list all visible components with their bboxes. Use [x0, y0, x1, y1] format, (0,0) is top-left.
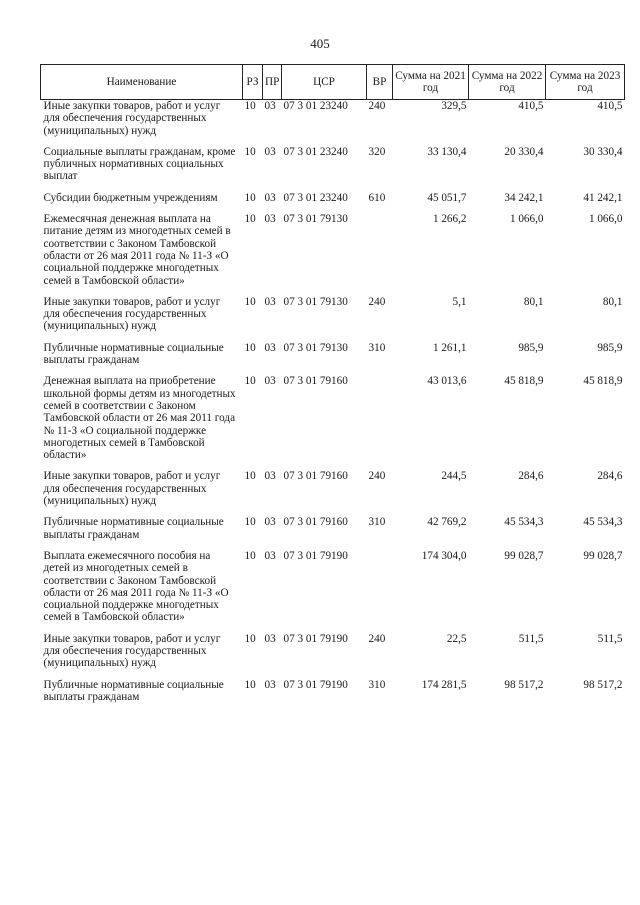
cell-pr: 03 [264, 295, 276, 308]
cell-pr: 03 [264, 213, 276, 226]
cell-rz: 10 [244, 549, 256, 562]
cell-name: Публичные нормативные социальные выплаты гражданам [43, 678, 224, 703]
page-number: 405 [310, 36, 330, 51]
cell-csr: 07 3 01 79160 [283, 516, 348, 529]
cell-pr: 03 [264, 145, 276, 158]
budget-table [40, 64, 625, 712]
cell-sum-2021: 244,5 [441, 470, 467, 483]
cell-sum-2022: 99 028,7 [504, 549, 544, 562]
table-row [41, 342, 625, 376]
cell-name: Денежная выплата на приобретение школьной формы детям из многодетных семей в соответствии с Законом Тамбовской области от 26 мая 2011 года № 11-З «О социальной поддержке многодетных семей в Тамбовской области» [43, 375, 236, 462]
header-row [41, 65, 625, 100]
cell-sum-2023: 80,1 [602, 295, 623, 308]
cell-csr: 07 3 01 23240 [283, 100, 348, 112]
cell-rz: 10 [244, 341, 256, 354]
cell-name: Иные закупки товаров, работ и услуг для обеспечения государственных (муниципальных) нужд [43, 470, 221, 508]
cell-name: Публичные нормативные социальные выплаты гражданам [43, 516, 224, 541]
cell-rz: 10 [244, 375, 256, 388]
cell-csr: 07 3 01 79130 [283, 295, 348, 308]
cell-name: Выплата ежемесячного пособия на детей из многодетных семей в соответствии с Законом Тамбовской области от 26 мая 2011 года № 11-З «О социальной поддержке многодетных семей в Тамбовской области» [43, 549, 229, 624]
table-row [41, 516, 625, 550]
table-body [41, 100, 625, 713]
cell-name: Иные закупки товаров, работ и услуг для обеспечения государственных (муниципальных) нужд [43, 295, 221, 333]
cell-vr: 240 [368, 632, 386, 645]
cell-sum-2021: 174 304,0 [421, 549, 467, 562]
table-row [41, 679, 625, 713]
cell-sum-2021: 5,1 [452, 295, 467, 308]
cell-vr: 310 [368, 678, 386, 691]
header-rz: РЗ [243, 65, 263, 100]
cell-rz: 10 [244, 145, 256, 158]
cell-sum-2023: 99 028,7 [583, 549, 623, 562]
cell-pr: 03 [264, 470, 276, 483]
cell-sum-2021: 42 769,2 [427, 516, 467, 529]
cell-sum-2022: 284,6 [518, 470, 544, 483]
cell-vr: 240 [368, 295, 386, 308]
cell-sum-2021: 33 130,4 [427, 145, 467, 158]
table-row [41, 213, 625, 296]
cell-rz: 10 [244, 213, 256, 226]
cell-rz: 10 [244, 632, 256, 645]
cell-sum-2023: 45 818,9 [583, 375, 623, 388]
cell-sum-2022: 20 330,4 [504, 145, 544, 158]
cell-csr: 07 3 01 23240 [283, 145, 348, 158]
table-row [41, 375, 625, 470]
cell-vr [367, 550, 393, 633]
cell-rz: 10 [244, 516, 256, 529]
table-row [41, 192, 625, 213]
cell-sum-2021: 174 281,5 [421, 678, 467, 691]
cell-sum-2021: 45 051,7 [427, 191, 467, 204]
cell-vr [367, 213, 393, 296]
header-vr: ВР [367, 65, 393, 100]
cell-vr: 240 [368, 470, 386, 483]
header-sum-2021: Сумма на 2021 год [393, 65, 469, 100]
cell-pr: 03 [264, 341, 276, 354]
cell-sum-2022: 98 517,2 [504, 678, 544, 691]
table-row [41, 470, 625, 516]
cell-sum-2021: 1 266,2 [432, 213, 467, 226]
cell-sum-2022: 410,5 [518, 100, 544, 112]
cell-csr: 07 3 01 79190 [283, 678, 348, 691]
cell-rz: 10 [244, 678, 256, 691]
cell-sum-2023: 30 330,4 [583, 145, 623, 158]
cell-sum-2022: 45 818,9 [504, 375, 544, 388]
cell-pr: 03 [264, 632, 276, 645]
cell-sum-2023: 45 534,3 [583, 516, 623, 529]
cell-name: Ежемесячная денежная выплата на питание детям из многодетных семей в соответствии с Законом Тамбовской области от 26 мая 2011 года № 11-З «О социальной поддержке многодетных семей в Тамбовской области» [43, 213, 231, 287]
cell-vr: 320 [368, 145, 386, 158]
cell-vr: 240 [368, 100, 386, 112]
cell-csr: 07 3 01 23240 [283, 191, 348, 204]
cell-vr [367, 375, 393, 470]
table-header [41, 65, 625, 100]
cell-sum-2022: 45 534,3 [504, 516, 544, 529]
cell-vr: 310 [368, 341, 386, 354]
header-name: Наименование [41, 65, 243, 100]
table-row [41, 633, 625, 679]
cell-rz: 10 [244, 100, 256, 112]
cell-sum-2023: 985,9 [597, 341, 623, 354]
header-sum-2022: Сумма на 2022 год [469, 65, 546, 100]
cell-name: Социальные выплаты гражданам, кроме публичных нормативных социальных выплат [43, 145, 236, 183]
table-row [41, 296, 625, 342]
cell-sum-2022: 1 066,0 [509, 213, 544, 226]
table-row [41, 550, 625, 633]
cell-sum-2023: 511,5 [597, 632, 623, 645]
cell-name: Иные закупки товаров, работ и услуг для обеспечения государственных (муниципальных) нужд [43, 632, 221, 670]
cell-csr: 07 3 01 79190 [283, 632, 348, 645]
cell-pr: 03 [264, 100, 276, 112]
cell-sum-2021: 22,5 [446, 632, 467, 645]
table-row [41, 146, 625, 192]
cell-pr: 03 [264, 375, 276, 388]
cell-sum-2022: 511,5 [518, 632, 544, 645]
cell-name: Субсидии бюджетным учреждениям [43, 191, 218, 204]
cell-name: Иные закупки товаров, работ и услуг для обеспечения государственных (муниципальных) нужд [43, 100, 221, 137]
cell-name: Публичные нормативные социальные выплаты гражданам [43, 341, 224, 367]
cell-sum-2021: 1 261,1 [432, 341, 467, 354]
cell-vr: 610 [368, 191, 386, 204]
cell-vr: 310 [368, 516, 386, 529]
table-row [41, 100, 625, 146]
cell-csr: 07 3 01 79130 [283, 213, 348, 226]
header-sum-2023: Сумма на 2023 год [546, 65, 625, 100]
header-csr: ЦСР [282, 65, 367, 100]
cell-sum-2021: 43 013,6 [427, 375, 467, 388]
cell-sum-2022: 34 242,1 [504, 191, 544, 204]
cell-csr: 07 3 01 79130 [283, 341, 348, 354]
cell-sum-2023: 41 242,1 [583, 191, 623, 204]
cell-csr: 07 3 01 79160 [283, 470, 348, 483]
cell-pr: 03 [264, 549, 276, 562]
cell-pr: 03 [264, 678, 276, 691]
cell-sum-2022: 985,9 [518, 341, 544, 354]
cell-pr: 03 [264, 516, 276, 529]
cell-pr: 03 [264, 191, 276, 204]
cell-sum-2023: 98 517,2 [583, 678, 623, 691]
header-pr: ПР [263, 65, 282, 100]
cell-sum-2023: 410,5 [597, 100, 623, 112]
cell-sum-2023: 1 066,0 [588, 213, 623, 226]
cell-sum-2023: 284,6 [597, 470, 623, 483]
cell-csr: 07 3 01 79160 [283, 375, 348, 388]
cell-rz: 10 [244, 295, 256, 308]
cell-sum-2022: 80,1 [523, 295, 544, 308]
cell-csr: 07 3 01 79190 [283, 549, 348, 562]
cell-sum-2021: 329,5 [441, 100, 467, 112]
cell-rz: 10 [244, 191, 256, 204]
cell-rz: 10 [244, 470, 256, 483]
